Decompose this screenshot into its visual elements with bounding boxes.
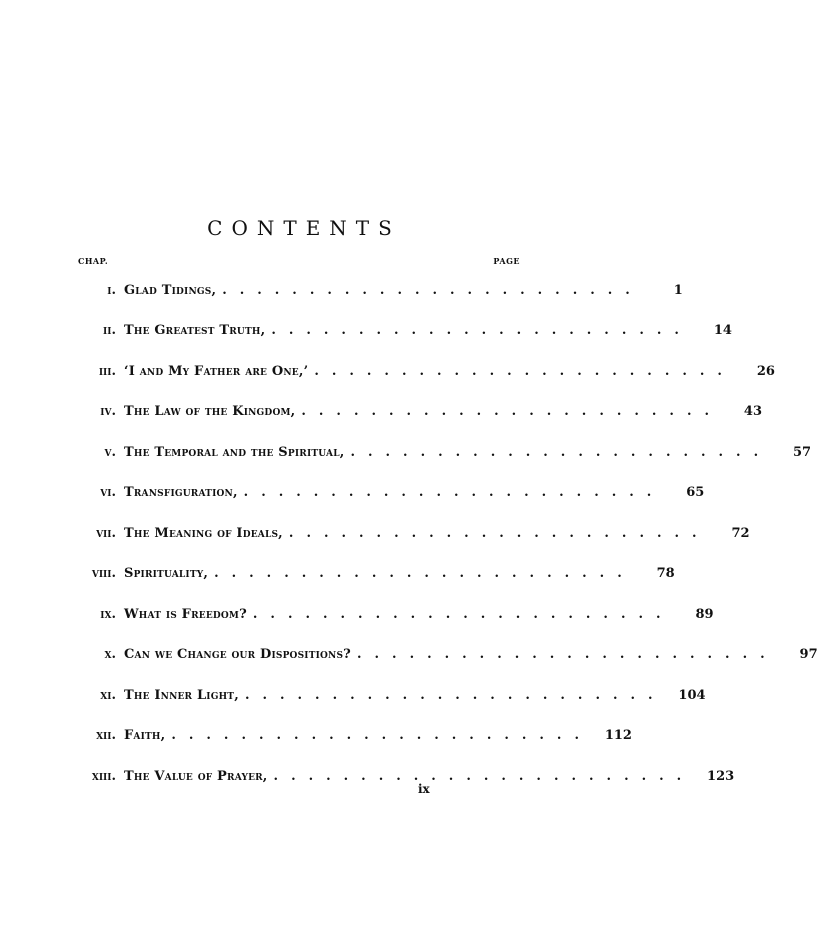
chapter-title: The Temporal and the Spiritual, bbox=[124, 444, 345, 460]
chapter-number: vi. bbox=[100, 485, 116, 501]
leader-dots: ........................ bbox=[350, 444, 772, 460]
toc-entry bbox=[78, 635, 818, 676]
chapter-number: viii. bbox=[91, 566, 116, 582]
page-number: 72 bbox=[731, 525, 750, 541]
chapter-title: The Meaning of Ideals, bbox=[124, 525, 283, 541]
page-number: 97 bbox=[799, 647, 818, 663]
chapter-title: Spirituality, bbox=[124, 566, 209, 582]
page-column-header: PAGE bbox=[493, 256, 520, 266]
toc-entry bbox=[78, 270, 683, 311]
page-number: 14 bbox=[713, 323, 732, 339]
chapter-title: Can we Change our Dispositions? bbox=[124, 647, 351, 663]
chapter-number: i. bbox=[107, 282, 116, 298]
leader-dots: ........................ bbox=[252, 606, 674, 622]
toc-entry bbox=[78, 311, 732, 352]
leader-dots: ........................ bbox=[357, 647, 778, 663]
chapter-title: The Greatest Truth, bbox=[124, 323, 266, 339]
toc-entry bbox=[78, 473, 705, 514]
chapter-title: What is Freedom? bbox=[124, 606, 247, 622]
chapter-title: The Law of the Kingdom, bbox=[124, 404, 296, 420]
chapter-number: v. bbox=[104, 444, 116, 460]
leader-dots: ........................ bbox=[244, 687, 666, 703]
leader-dots: ........................ bbox=[243, 485, 665, 501]
chapter-number: vii. bbox=[96, 525, 116, 541]
chapter-title: The Inner Light, bbox=[124, 687, 239, 703]
toc-entry bbox=[78, 351, 775, 392]
page-number: 1 bbox=[673, 282, 683, 298]
leader-dots: ........................ bbox=[171, 728, 592, 744]
table-of-contents bbox=[78, 270, 818, 797]
page-folio: ix bbox=[418, 782, 430, 796]
leader-dots: ........................ bbox=[271, 323, 692, 339]
toc-entry bbox=[78, 513, 750, 554]
chapter-number: ix. bbox=[100, 606, 116, 622]
page-number: 123 bbox=[707, 768, 735, 784]
chapter-number: xiii. bbox=[91, 768, 116, 784]
chapter-title: The Value of Prayer, bbox=[124, 768, 268, 784]
chapter-title: Faith, bbox=[124, 728, 166, 744]
toc-entry bbox=[78, 594, 714, 635]
leader-dots: ........................ bbox=[222, 282, 643, 298]
page-number: 43 bbox=[743, 404, 762, 420]
chapter-number: x. bbox=[104, 647, 116, 663]
leader-dots: ........................ bbox=[273, 768, 695, 784]
leader-dots: ........................ bbox=[288, 525, 710, 541]
chapter-title: Transfiguration, bbox=[124, 485, 238, 501]
chapter-number: ii. bbox=[103, 323, 116, 339]
page-number: 104 bbox=[678, 687, 706, 703]
page-number: 78 bbox=[656, 566, 675, 582]
page-number: 65 bbox=[686, 485, 705, 501]
leader-dots: ........................ bbox=[314, 363, 735, 379]
chapter-title: ‘I and My Father are One,’ bbox=[124, 363, 309, 379]
chapter-number: iii. bbox=[98, 363, 116, 379]
toc-entry bbox=[78, 432, 812, 473]
toc-entry bbox=[78, 675, 706, 716]
chapter-column-header: CHAP. bbox=[78, 256, 109, 266]
page-number: 57 bbox=[793, 444, 812, 460]
chapter-number: iv. bbox=[100, 404, 116, 420]
leader-dots: ........................ bbox=[301, 404, 722, 420]
toc-entry bbox=[78, 554, 675, 595]
leader-dots: ........................ bbox=[214, 566, 635, 582]
toc-entry bbox=[78, 716, 632, 757]
chapter-number: xi. bbox=[100, 687, 116, 703]
chapter-number: xii. bbox=[96, 728, 116, 744]
page-number: 89 bbox=[695, 606, 714, 622]
toc-entry bbox=[78, 756, 735, 797]
page-number: 112 bbox=[604, 728, 632, 744]
toc-entry bbox=[78, 392, 762, 433]
page-title: CONTENTS bbox=[207, 216, 401, 240]
page-number: 26 bbox=[756, 363, 775, 379]
chapter-title: Glad Tidings, bbox=[124, 282, 217, 298]
